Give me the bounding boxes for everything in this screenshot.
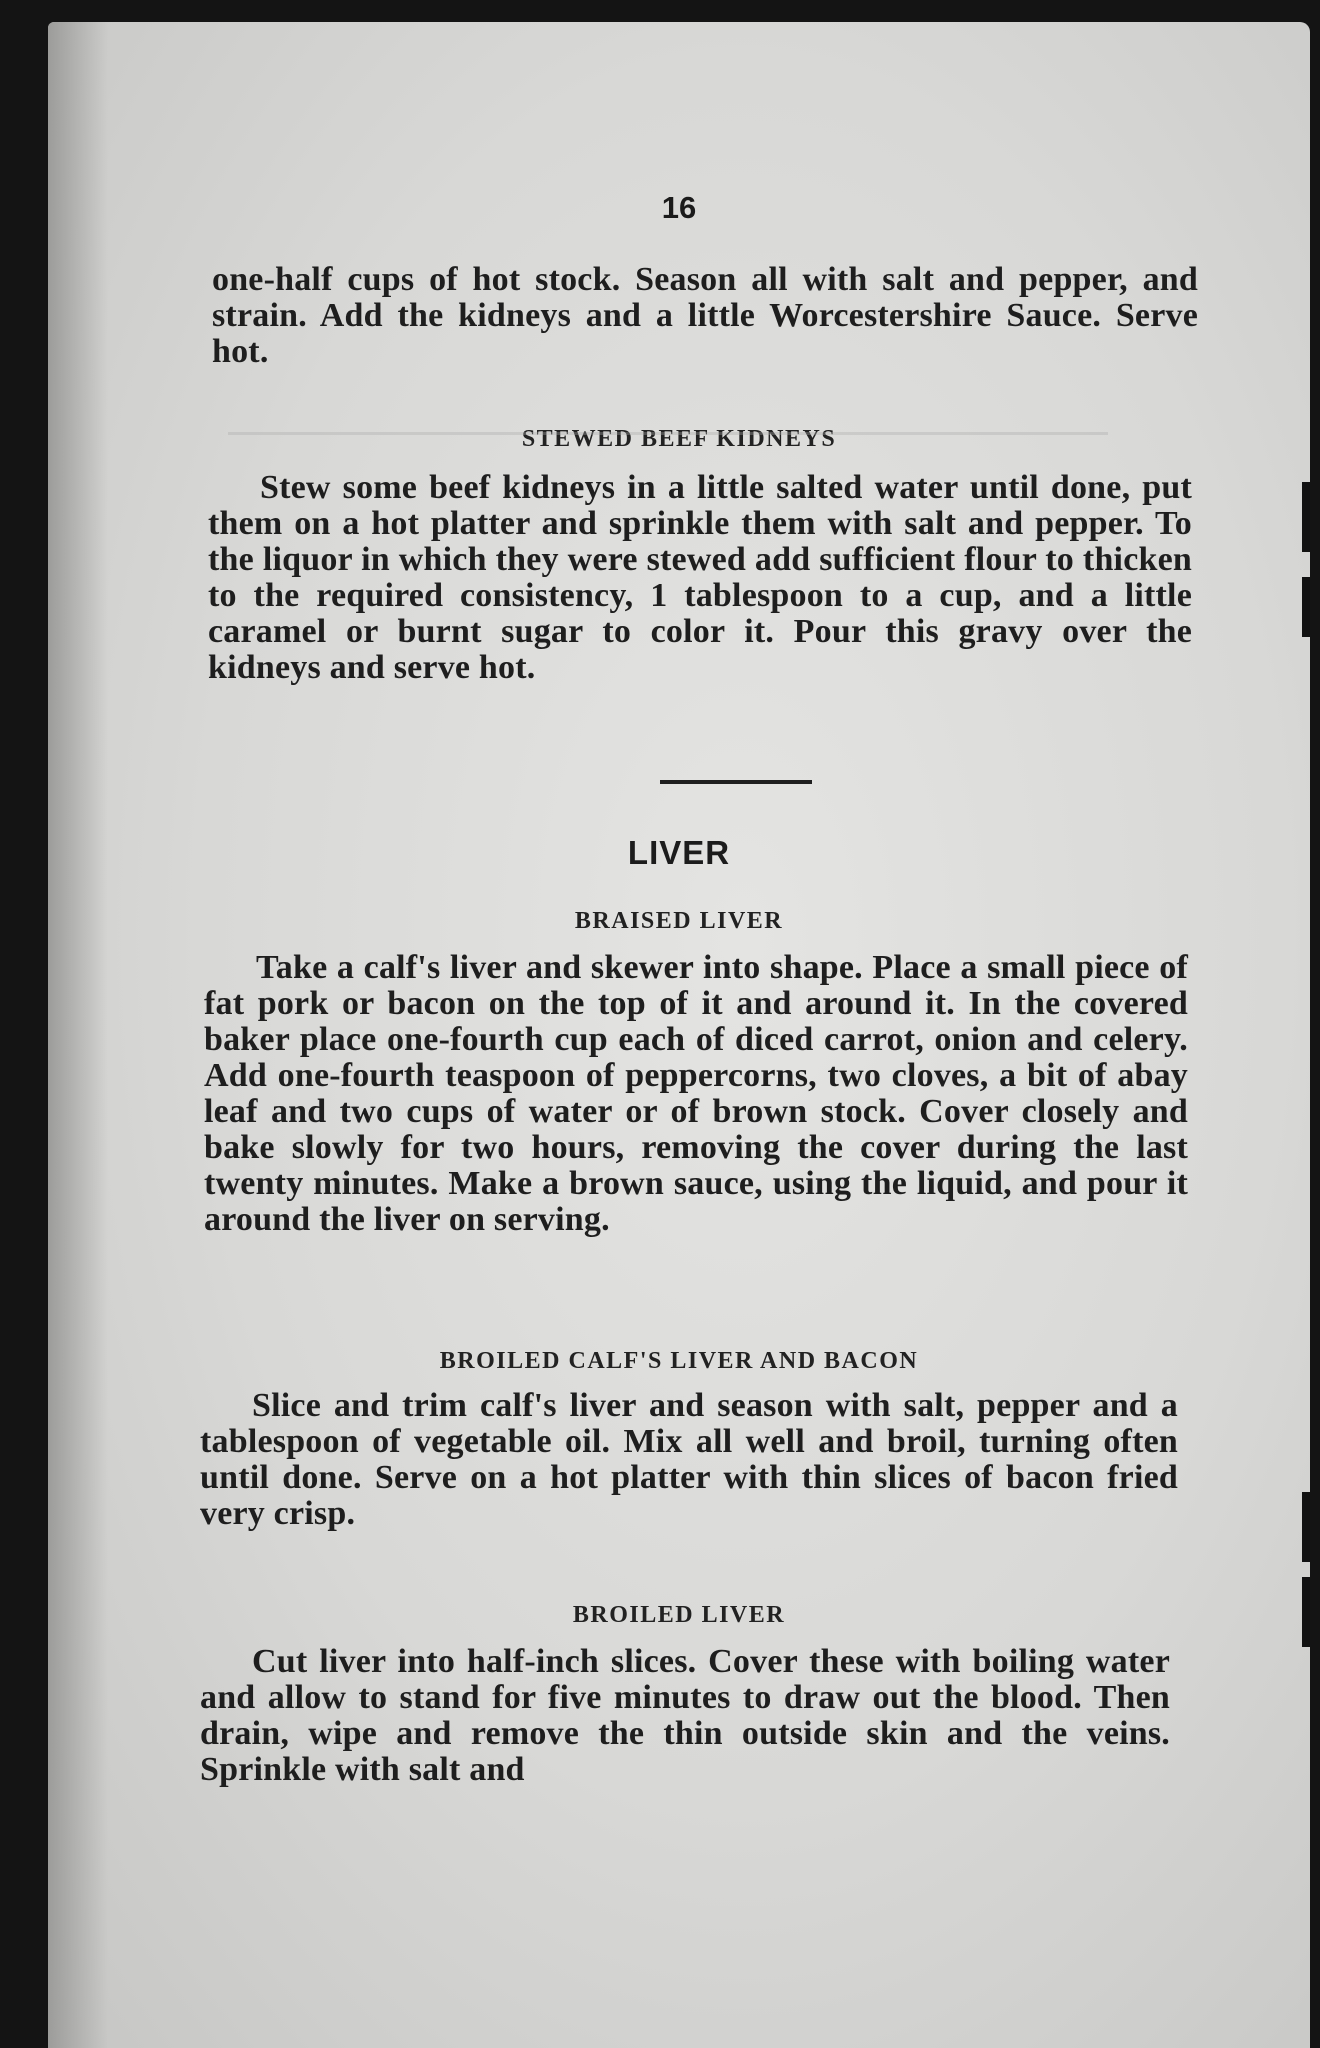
recipe-body-stewed-beef-kidneys — [208, 470, 1192, 686]
recipe-text: Stew some beef kidneys in a little salted water until done, put them on a hot platter and sprinkle them with salt and pepper. To the liquor in which they were stewed add sufficient flour to thicken to the required consistency, 1 tablespoon to a cup, and a little caramel or burnt sugar to color it. Pour this gravy over the kidneys and serve hot. — [208, 469, 1192, 686]
recipe-heading-stewed-beef-kidneys: STEWED BEEF KIDNEYS — [521, 426, 837, 452]
recipe-body-broiled-calfs-liver-and-bacon — [200, 1388, 1178, 1532]
scan-edge-mark — [1302, 482, 1310, 552]
recipe-text: Take a calf's liver and skewer into shape. Place a small piece of fat pork or bacon on the top of it and around it. In the covered baker place one-fourth cup each of diced carrot, onion and celery. Add one-fourth teaspoon of peppercorns, two cloves, a bit of abay leaf and two cups of water or of brown stock. Cover closely and bake slowly for two hours, removing the cover during the last twenty minutes. Make a brown sauce, using the liquid, and pour it around the liver on serving. — [204, 949, 1188, 1238]
recipe-text: Slice and trim calf's liver and season with salt, pepper and a tablespoon of vegetable oil. Mix all well and broil, turning often until done. Serve on a hot platter with thin slices of bacon fried very crisp. — [200, 1387, 1178, 1532]
recipe-body-braised-liver — [204, 950, 1188, 1238]
scan-edge-mark — [1302, 1577, 1310, 1647]
section-title-liver: LIVER — [627, 834, 731, 871]
page-number: 16 — [661, 190, 697, 225]
scan-edge-mark — [1302, 577, 1310, 637]
scan-edge-mark — [1302, 1492, 1310, 1562]
recipe-heading-broiled-liver: BROILED LIVER — [572, 1602, 786, 1628]
book-page — [48, 22, 1310, 2048]
recipe-heading-broiled-calfs-liver-and-bacon: BROILED CALF'S LIVER AND BACON — [439, 1348, 919, 1374]
section-divider-rule — [660, 780, 812, 784]
recipe-text: Cut liver into half-inch slices. Cover these with boiling water and allow to stand for five minutes to draw out the blood. Then drain, wipe and remove the thin outside skin and the veins. Sprinkle with salt and — [200, 1643, 1170, 1788]
recipe-body-broiled-liver — [200, 1644, 1170, 1788]
recipe-heading-braised-liver: BRAISED LIVER — [574, 908, 784, 934]
continuation-paragraph: one-half cups of hot stock. Season all with salt and pepper, and strain. Add the kidneys and a little Worcestershire Sauce. Serve hot. — [212, 261, 1198, 370]
